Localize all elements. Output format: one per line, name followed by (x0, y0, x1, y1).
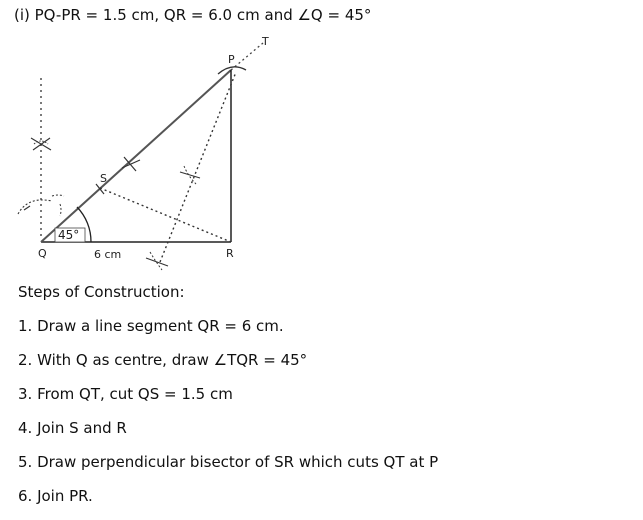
step-1: 1. Draw a line segment QR = 6 cm. (18, 317, 284, 335)
q-bisect-arc-a (60, 204, 61, 216)
q-construction-arc-left (18, 200, 52, 214)
label-q: Q (38, 247, 47, 260)
bisector-cross-bottom-1 (146, 258, 168, 266)
q-construction-arc-low (24, 206, 30, 210)
ray-pt-extension (231, 43, 263, 70)
question-heading: (i) PQ-PR = 1.5 cm, QR = 6.0 cm and ∠Q = 45° (14, 6, 372, 24)
step-2: 2. With Q as centre, draw ∠TQR = 45° (18, 351, 308, 369)
step-5: 5. Draw perpendicular bisector of SR which cuts QT at P (18, 453, 439, 471)
construction-steps (18, 282, 438, 520)
arc-at-p (218, 67, 246, 74)
step-3: 3. From QT, cut QS = 1.5 cm (18, 385, 233, 403)
label-p: P (228, 53, 235, 66)
label-t: T (262, 35, 269, 48)
base-length-label: 6 cm (94, 248, 122, 261)
angle-label: 45° (58, 228, 80, 242)
q-bisect-arc-b (52, 195, 64, 196)
steps-title: Steps of Construction: (18, 283, 185, 301)
segment-qp (41, 70, 231, 242)
segment-sr-dotted (100, 188, 231, 242)
label-r: R (226, 247, 234, 260)
step-4: 4. Join S and R (18, 419, 127, 437)
label-s: S (100, 172, 107, 185)
step-6: 6. Join PR. (18, 487, 93, 505)
